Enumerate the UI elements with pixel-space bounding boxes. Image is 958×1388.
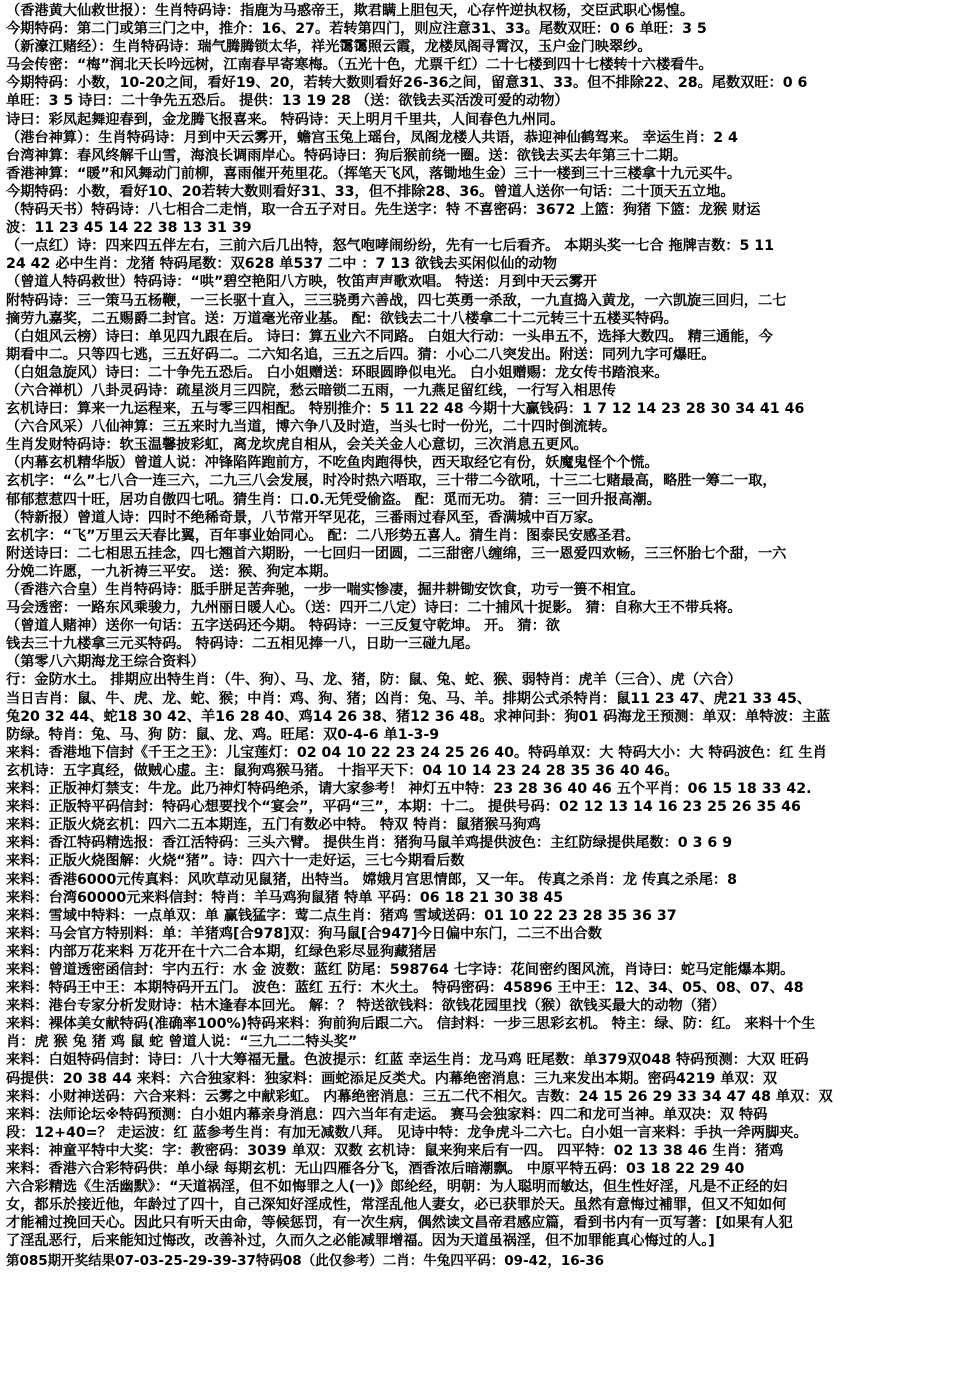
text-line: （曾道人特码救世）特码诗：“哄”碧空艳阳八方映，牧笛声声歌欢唱。 特送：月到中天云雾开: [6, 274, 598, 291]
text-line: 来料：神童平特中大奖：字：教密码：3039 单双：双数 玄机诗：鼠来狗来后有一四。 四平特：02 13 38 46 生肖：猪鸡: [6, 1142, 784, 1159]
text-line: 马会透密：一路东风乘骏力，九州丽日暖人心。（送：四开二八定）诗曰：二十捕风十捉影。 猜：自称大王不带兵将。: [6, 600, 742, 617]
text-line: 来料：香港6000元传真料：风吹草动见鼠猪，出特当。 嫦娥月宫思情郎，又一年。 传真之杀肖：龙 传真之杀尾：8: [6, 871, 737, 888]
text-line: 来料：香港地下信封《千王之王》：儿宝莲灯：02 04 10 22 23 24 25 26 40。特码单双：大 特码大小：大 特码波色：红 生肖: [6, 744, 827, 761]
text-line: 今期特码：小数，10-20之间，看好19、20，若转大数则看好26-36之间，留意31、33。但不排除22、28。尾数双旺：0 6: [6, 75, 808, 92]
text-line: （六合禅机）八卦灵码诗：疏星淡月三四院，愁云暗锁二五雨，一九燕足留红线，一行写入相思传: [6, 382, 617, 399]
text-line: （白姐风云榜）诗曰：单见四九跟在后。 诗曰：算五业六不同路。 白姐大行动：一头串五不，选择大数四。 精三通能，今: [6, 328, 773, 345]
text-line: 才能補过挽回天心。因此只有听天由命，等候惩罚，有一次生病，偶然读文昌帝君感应篇，看到书内有一页写著：[如果有人犯: [6, 1215, 793, 1232]
text-line: （白姐急旋风）诗曰：二十争先五恐后。 白小姐赠送：环眼圆睁似电光。 白小姐赠赐：龙女传书踏浪来。: [6, 364, 669, 381]
text-line: 了淫乱恶行，后来能知过悔改，改善补过，久而久之必能减罪增福。因为天道虽祸淫，但不加罪能真心悔过的人。]: [6, 1233, 715, 1250]
text-line: 来料：正版神灯禁支：牛龙。此乃神灯特码绝杀，请大家参考！ 神灯五中特：23 28 36 40 46 五个平肖：06 15 18 33 42.: [6, 781, 812, 798]
text-line: 生肖发财特码诗：软玉温馨披彩虹，离龙坎虎自相从，会关关金人心意切，三次消息五更风。: [6, 437, 588, 454]
text-line: 台湾神算：春风终解千山雪，海浪长调雨岸心。特码诗曰：狗后猴前绕一圈。送：欲钱去买去年第三十二期。: [6, 147, 688, 164]
text-line: （新濠江赌经）：生肖特码诗：瑞气腾腾锁太华，祥光霭霭照云霞，龙楼凤阁寻霄汉，玉户金门映翠纱。: [6, 39, 652, 56]
text-line: 来料：内部万花来料 万花开在十六二合本期，红绿色彩尽显狗藏猪居: [6, 943, 437, 960]
text-line: 来料：马会官方特别料：单：羊猪鸡[合978]双：狗马鼠[合947]今日偏中东门，二三不出合数: [6, 925, 602, 942]
text-line: 防绿。特肖：兔、马、狗 防：鼠、龙、鸡。旺尾：双0-4-6 单1-3-9: [6, 726, 440, 743]
text-line: 来料：港台专家分析发财诗：枯木逢春本回光。 解：？ 特送欲钱料：欲钱花园里找（猴）欲钱买最大的动物（猪）: [6, 998, 726, 1015]
text-line: （内幕玄机精华版）曾道人说：冲锋陷阵跑前方，不吃鱼肉跑得快，西天取经它有份，妖魔鬼怪个个慌。: [6, 455, 659, 472]
text-line: 郁郁惹惹四十旺，居功自傲四七吼。猜生肖：口.0.无凭受偷盗。 配：觅而无功。 猜：三一回升报高潮。: [6, 491, 661, 508]
text-line: （香港黄大仙救世报）：生肖特码诗：指鹿为马惑帝王，欺君瞒上胆包天，心存忤逆执权杨，交臣武职心惕惶。: [6, 3, 695, 19]
text-line: （特新报）曾道人诗：四时不绝稀奇景，八节常开罕见花，三番雨过春风至，香满城中百万家。: [6, 509, 602, 526]
text-line: 今期特码：第二门或第三门之中，推介：16、27。若转第四门，则应注意31、33。尾数双旺：0 6 单旺：3 5: [6, 21, 707, 38]
text-line: （六合风采）八仙神算：三五来时九当道，博六争八及时造，当头七时一份光，二十四时倒流转。: [6, 419, 617, 436]
text-line: 来料：白姐特码信封：诗曰：八十大筹福无量。色波提示：红蓝 幸运生肖：龙马鸡 旺尾数：单379双048 特码预测：大双 旺码: [6, 1052, 809, 1069]
text-line: 今期特码：小数，看好10、20若转大数则看好31、33，但不排除28、36。曾道人送你一句话：二十顶天五立地。: [6, 183, 735, 200]
text-line: 来料：雪域中特料：一点单双：单 赢钱猛字：莺二点生肖：猪鸡 雪域送码：01 10 22 23 28 35 36 37: [6, 907, 677, 924]
text-line: 单旺：3 5 诗曰：二十争先五恐后。 提供：13 19 28 （送：欲钱去买活泼可爱的动物）: [6, 93, 569, 110]
text-line: （第零八六期海龙王综合资料）: [6, 654, 205, 671]
text-line: 来料：正版火烧玄机：四六二五本期连，五门有数必中特。 特双 特肖：鼠猪猴马狗鸡: [6, 817, 541, 834]
text-line: 附送诗曰：二七相思五挂念，四七翘首六期盼，一七回归一团圆，二三甜密八缠绵，三一恩爱四欢畅，三三怀胎七个甜，一六: [6, 545, 787, 562]
text-line: 波：11 23 45 14 22 38 13 31 39: [6, 220, 252, 237]
text-line: 行：金防水土。 排期应出特生肖：（牛、狗）、马、龙、猪，防：鼠、兔、蛇、猴、弱特肖：虎羊（三合）、虎（六合）: [6, 672, 742, 689]
text-line: （曾道人赌神）送你一句话：五字送码还今期。 特码诗：一三反复守乾坤。 开。 猜：欲: [6, 618, 560, 635]
text-line: （香港六合皇）生肖特码诗：胝手胼足苦奔驰，一步一喘实惨凄，掘井耕锄安饮食，功亏一篑不相宜。: [6, 582, 645, 598]
text-line: 女，都乐於接近他，年龄过了四十，自己深知好淫成性，常淫乱他人妻女，必已获罪於天。虽然有意悔过補罪，但又不知如何: [6, 1197, 787, 1214]
text-line: 钱去三十九楼拿三元买特码。 特码诗：二五相见捧一八，日助一三碰九尾。: [6, 636, 480, 653]
text-line: 诗曰：彩凤起舞迎春到，金龙腾飞报喜来。 特码诗：天上明月千里共，人间春色九州同。: [6, 111, 565, 128]
text-line: 玄机字：“飞”万里云天春比翼，百年事业始同心。 配：二八形势五喜人。猜生肖：图泰民安感圣君。: [6, 527, 640, 544]
text-line: （特码天书）特码诗：八七相合二走悄，取一合五子对日。先生送字：特 不喜密码：3672 上篮：狗猪 下篮：龙猴 财运: [6, 202, 761, 219]
text-line: 当日吉肖：鼠、牛、虎、龙、蛇、猴；中肖：鸡、狗、猪；凶肖：兔、马、羊。排期公式杀特肖：鼠11 23 47、虎21 33 45、: [6, 690, 812, 707]
text-line: 来料：香江特码精选报：香江活特码：三头六臂。 提供生肖：猪狗马鼠羊鸡提供波色：主红防绿提供尾数：0 3 6 9: [6, 835, 733, 852]
text-body: [6, 2, 952, 1250]
text-line: 马会传密：“梅”润北天长吟远树，江南春早寄寒梅。（五光十色，尤票千红）二十七楼到四十七楼转十六楼看牛。: [6, 57, 713, 74]
text-line: 玄机诗：五字真经，做贼心虚。主：鼠狗鸡猴马猪。 十指平天下：04 10 14 23 24 28 35 36 40 46。: [6, 762, 679, 779]
text-line: 分娩二许愿，一九祈祷三平安。 送：猴、狗定本期。: [6, 563, 338, 580]
text-line: 来料：曾道透密函信封：宇内五行：水 金 波数：蓝红 防尾：598764 七字诗：花间密约图风流，肖诗曰：蛇马定能爆本期。: [6, 961, 795, 978]
text-line: 来料：正版特平码信封：特码心想要找个“宴会”，平码“三”，本期：十二。 提供号码：02 12 13 14 16 23 25 26 35 46: [6, 799, 801, 816]
text-line: 码提供：20 38 44 来料：六合独家料：独家料：画蛇添足反类犬。内幕绝密消息：三九来发出本期。密码4219 单双：双: [6, 1070, 778, 1087]
draw-result-footer: 第085期开奖结果07-03-25-29-39-37特码08（此仅参考）二肖：牛兔四平码：09-42，16-36: [6, 1253, 605, 1270]
text-line: 来料：特码王中王：本期特码开五门。 波色：蓝红 五行：木火土。 特码密码：45896 王中王：12、34、05、08、07、48: [6, 980, 804, 997]
text-line: 来料：裸体美女献特码(准确率100%)特码来料：狗前狗后跟二六。 信封料：一步三思彩玄机。 特主：绿、防：红。 来料十个生: [6, 1016, 816, 1033]
text-line: 来料：法师论坛※特码预测：白小姐内幕亲身消息：四六当年有走运。 赛马会独家料：四二和龙可当神。单双决：双 特码: [6, 1106, 768, 1123]
text-line: （港台神算）：生肖特码诗：月到中天云雾开，蟾宫玉兔上瑶台，凤阁龙楼人共语，恭迎神仙鹤驾来。 幸运生肖：2 4: [6, 129, 738, 146]
text-line: 六合彩精选《生活幽默》：“天道祸淫，但不如悔罪之人(一)》郎纶经，明朝：为人聪明而敏达，但生性好淫，凡是不正经的妇: [6, 1179, 788, 1196]
text-line: 来料：香港六合彩特码供：单小绿 每期玄机：无山四雁各分飞，酒香浓后暗潮飘。 中原平特五码：03 18 22 29 40: [6, 1161, 745, 1177]
text-line: 肖：虎 猴 兔 猪 鸡 鼠 蛇 曾道人说：“三九二二特头奖”: [6, 1034, 358, 1051]
text-line: 来料：台湾60000元来料信封：特肖：羊马鸡狗鼠猪 特单 平码：06 18 21 30 38 45: [6, 889, 564, 906]
text-line: （一点红）诗：四来四五伴左右，三前六后几出特，怒气咆哮闹纷纷，先有一七后看齐。 本期头奖一七合 拖牌吉数：5 11: [6, 238, 774, 255]
text-line: 摘劳九嘉奖，二五赐爵二封官。送：万道毫光帝业基。 配：欲钱去二十八楼拿二十二元转三十五楼买特码。: [6, 310, 678, 327]
text-line: 来料：小财神送码：六合来料：云雾之中献彩虹。 内幕绝密消息：三五二代不相欠。吉数：24 15 26 29 33 34 47 48 单双：双: [6, 1088, 833, 1105]
text-line: 24 42 必中生肖：龙猪 特码尾数：双628 单537 二中 ：7 13 欲钱去买闲似仙的动物: [6, 256, 557, 273]
text-line: 来料：正版火烧图解：火烧“猪”。诗：四六十一走好运，三七今期看后数: [6, 853, 465, 870]
text-line: 附特码诗：三一策马五杨鞭，一三长驱十直入，三三骁勇六善战，四七英勇一杀敌，一九直捣入黄龙，一六凯旋三回归，二七: [6, 292, 787, 309]
text-line: 玄机诗曰：算来一九运程来，五与零三四相配。 特别推介：5 11 22 48 今期十大赢钱码：1 7 12 14 23 28 30 34 41 46: [6, 401, 805, 418]
text-line: 段：12+40=？ 走运波：红 蓝参考生肖：有加无减数八拜。 见诗中特：龙争虎斗二六七。白小姐一言来料：手执一斧两脚夹。: [6, 1124, 808, 1141]
text-line: 期看中二。只等四七逃，三五好码二。二六知名追，三五之后四。猜：小心二八突发出。附送：同列九字可爆旺。: [6, 346, 716, 363]
text-line: 兔20 32 44、蛇18 30 42、羊16 28 40、鸡14 26 38、猪12 36 48。求神问卦：狗01 码海龙王预测：单双：单特波：主蓝: [6, 708, 831, 725]
text-line: 玄机字：“么”七八合一连三六，二九三八会发展，时冷时热六唔取，三十带二今欲吼，十三二七赌最高，略胜一筹二一取，: [6, 473, 777, 490]
text-line: 香港神算：“暖”和风舞动门前柳，喜雨催开苑里花。（挥笔天飞风，落锄地生金）三十一楼到三十三楼拿十九元买牛。: [6, 165, 742, 182]
